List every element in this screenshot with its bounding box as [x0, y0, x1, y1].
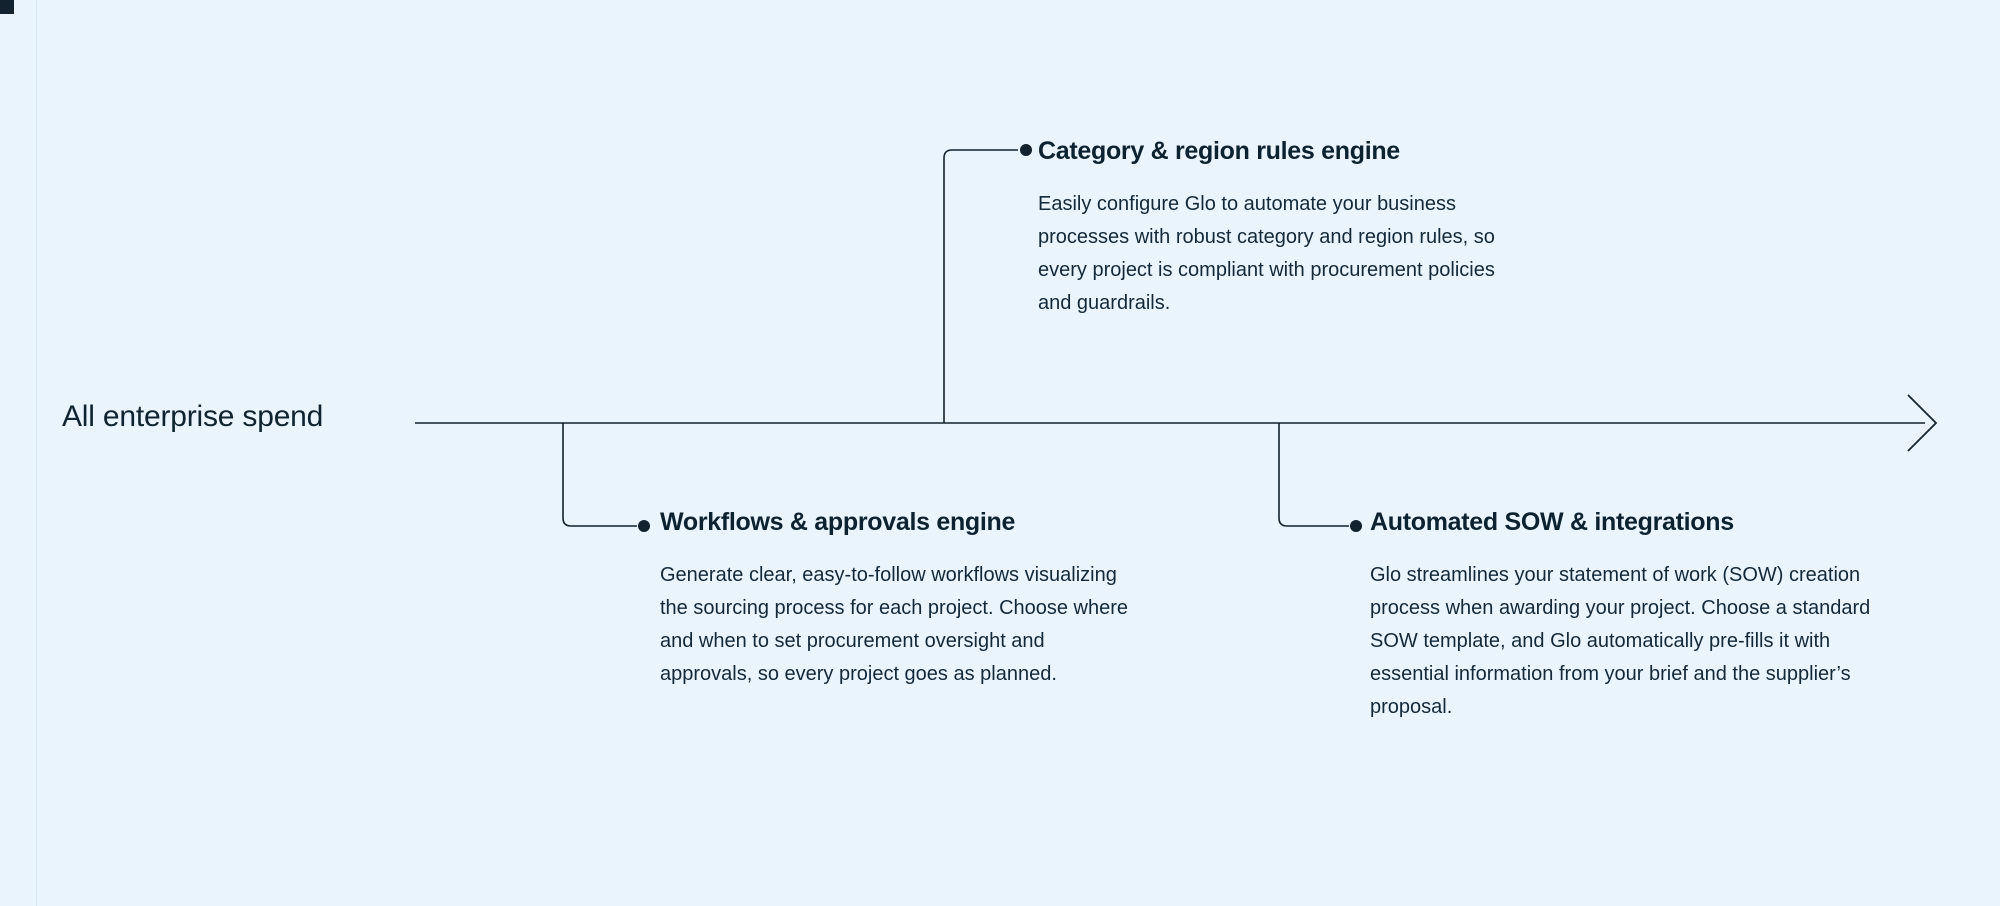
branch-node-sow-integrations: [1370, 508, 1880, 724]
branch-body-workflows-engine: Generate clear, easy-to-follow workflows visualizing the sourcing process for each project. Choose where and when to set procurement oversight and approvals, so every project goes as planned.: [660, 564, 1129, 685]
branch-title-rules-engine: Category & region rules engine: [1038, 137, 1400, 165]
branch-body-rules-engine: Easily configure Glo to automate your business processes with robust category and region rules, so every project is compliant with procurement policies and guardrails.: [1038, 193, 1495, 314]
branch-body-sow-integrations: Glo streamlines your statement of work (SOW) creation process when awarding your project. Choose a standard SOW template, and Glo automatically pre-fills it with essential information from your brief and the supplier’s proposal.: [1370, 564, 1871, 718]
left-edge-rule: [36, 0, 37, 906]
axis-label: All enterprise spend: [62, 400, 324, 433]
branch-node-rules-engine: [1038, 137, 1508, 320]
branch-title-workflows-engine: Workflows & approvals engine: [660, 508, 1016, 536]
branch-node-workflows-engine: [660, 508, 1130, 691]
corner-marker: [0, 0, 14, 14]
branch-title-sow-integrations: Automated SOW & integrations: [1370, 508, 1734, 536]
